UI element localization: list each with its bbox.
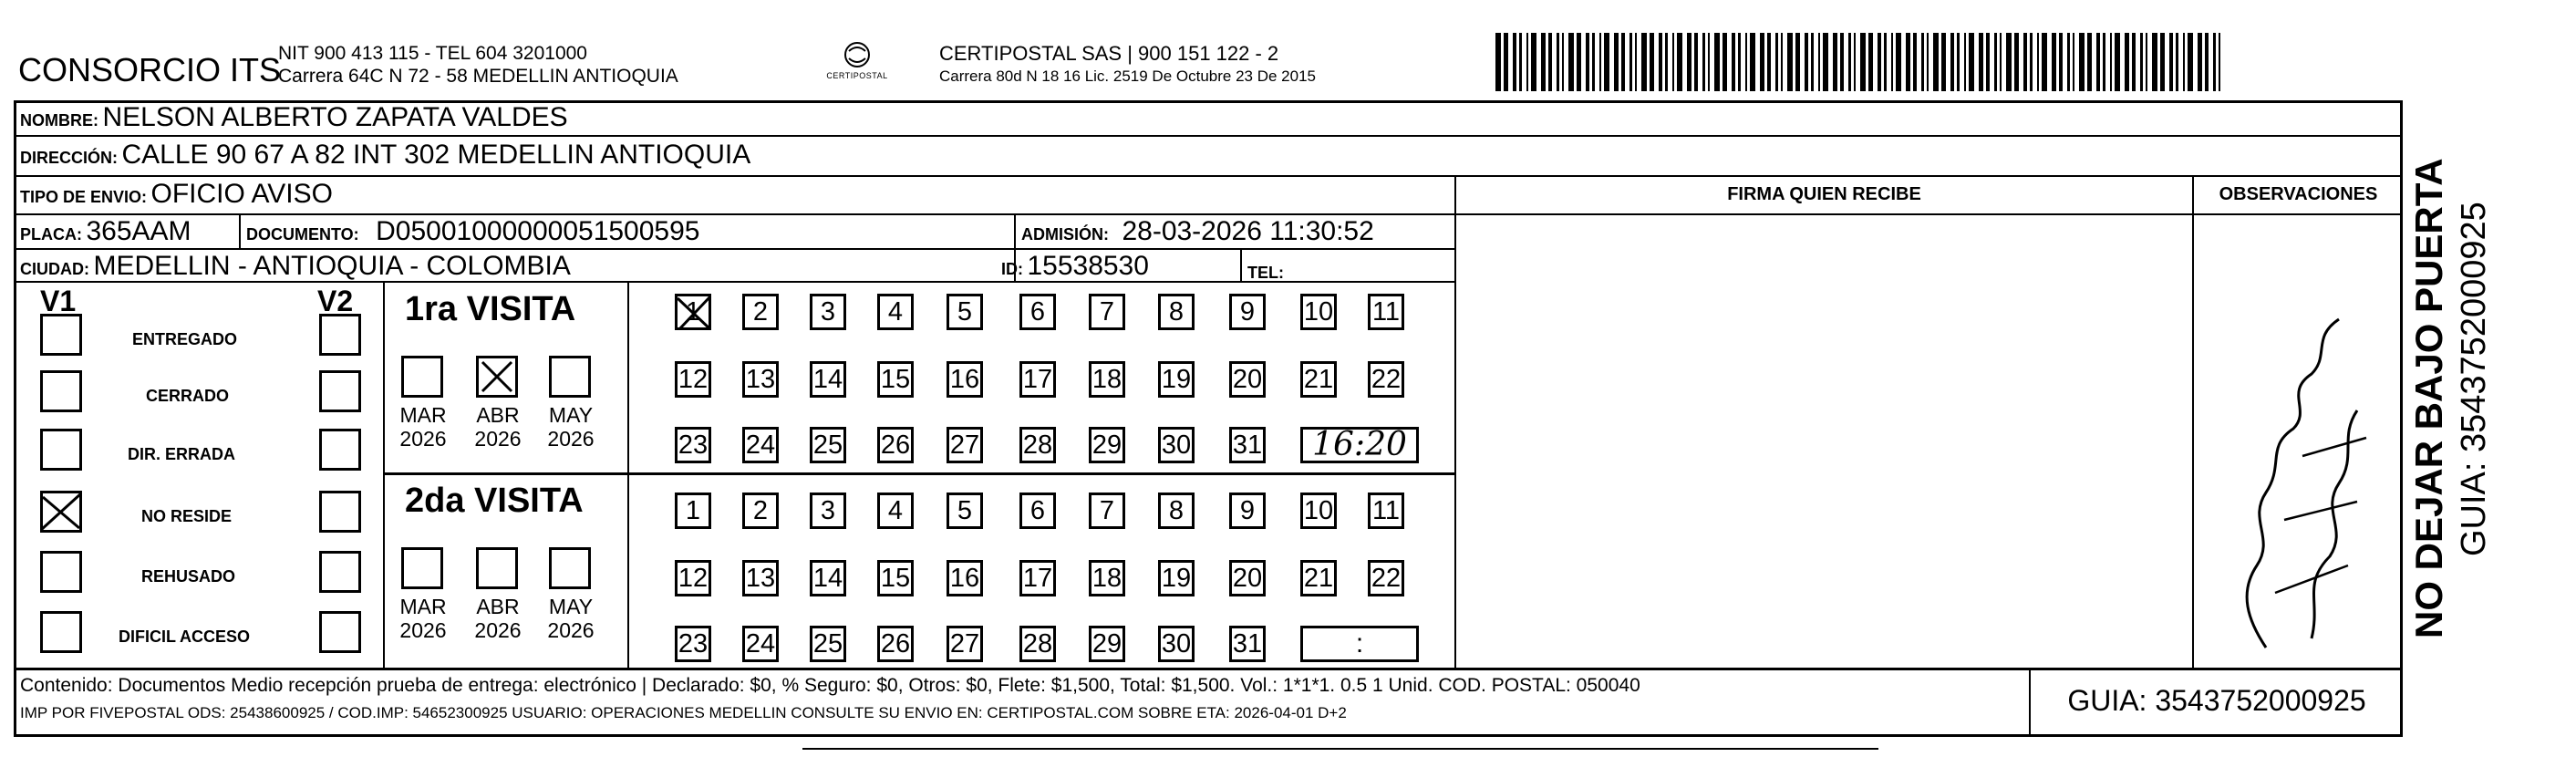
nombre-row [20, 102, 568, 133]
day-cell[interactable]: 26 [877, 626, 914, 662]
month-label: MAY [548, 403, 594, 427]
day-cell[interactable]: 17 [1019, 361, 1056, 398]
day-cell[interactable]: 20 [1229, 361, 1266, 398]
year-label: 2026 [399, 618, 447, 642]
v1-label: V1 [40, 285, 77, 317]
day-cell[interactable]: 21 [1300, 560, 1337, 596]
status-label: NO RESIDE [141, 507, 233, 525]
day-cell[interactable]: 5 [947, 493, 983, 529]
day-cell[interactable]: 31 [1229, 626, 1266, 662]
day-cell[interactable]: 29 [1089, 427, 1125, 463]
day-cell[interactable]: 27 [947, 427, 983, 463]
day-cell[interactable]: 22 [1368, 560, 1404, 596]
day-cell[interactable]: 25 [810, 626, 846, 662]
id-label: ID: [1001, 260, 1023, 278]
day-cell[interactable]: 13 [742, 560, 779, 596]
day-cell[interactable]: 30 [1158, 427, 1195, 463]
day-cell[interactable]: 14 [810, 560, 846, 596]
day-cell[interactable]: 9 [1229, 493, 1266, 529]
day-cell[interactable]: 24 [742, 626, 779, 662]
day-cell[interactable]: 10 [1300, 493, 1337, 529]
day-cell[interactable]: 27 [947, 626, 983, 662]
day-cell[interactable]: 21 [1300, 361, 1337, 398]
day-cell[interactable]: 22 [1368, 361, 1404, 398]
documento-label: DOCUMENTO: [246, 225, 359, 244]
month-checkbox[interactable] [549, 547, 591, 589]
month-label: MAR [399, 595, 447, 618]
tipo-value: OFICIO AVISO [150, 179, 333, 209]
documento-value: D05001000000051500595 [376, 216, 700, 246]
status-label: REHUSADO [141, 567, 236, 586]
footer-guia: GUIA: 3543752000925 [2067, 684, 2366, 717]
status-v1-checkbox[interactable] [40, 551, 82, 593]
status-v2-checkbox[interactable] [319, 370, 361, 412]
tel-label: TEL: [1247, 264, 1284, 282]
day-cell[interactable]: 28 [1019, 427, 1056, 463]
day-cell[interactable]: 13 [742, 361, 779, 398]
day-cell[interactable]: 26 [877, 427, 914, 463]
day-cell[interactable]: 7 [1089, 493, 1125, 529]
documento-row [246, 216, 699, 247]
status-v2-checkbox[interactable] [319, 314, 361, 356]
status-v1-checkbox[interactable] [40, 314, 82, 356]
year-label: 2026 [399, 427, 447, 451]
year-label: 2026 [547, 618, 595, 642]
day-cell[interactable]: 2 [742, 294, 779, 330]
certipostal-logo [816, 38, 898, 88]
day-cell[interactable]: 7 [1089, 294, 1125, 330]
day-cell[interactable]: 14 [810, 361, 846, 398]
admision-value: 28-03-2026 11:30:52 [1122, 216, 1374, 246]
day-cell[interactable]: 3 [810, 493, 846, 529]
day-cell[interactable]: 11 [1368, 294, 1404, 330]
day-cell[interactable]: 2 [742, 493, 779, 529]
footer-line2: IMP POR FIVEPOSTAL ODS: 25438600925 / COD.IMP: 54652300925 USUARIO: OPERACIONES MEDELLIN CONSULTE SU ENVIO EN: CERTIPOSTAL.COM SOBRE ETA: 2026-04-01 D+2 [20, 704, 1347, 721]
month-checkbox[interactable] [476, 356, 518, 398]
day-cell[interactable]: 16 [947, 361, 983, 398]
day-cell[interactable]: 16 [947, 560, 983, 596]
month-label: ABR [476, 403, 520, 427]
nombre-value: NELSON ALBERTO ZAPATA VALDES [102, 102, 568, 132]
address-line: Carrera 64C N 72 - 58 MEDELLIN ANTIOQUIA [278, 66, 678, 87]
admision-label: ADMISIÓN: [1021, 225, 1109, 244]
day-cell[interactable]: 29 [1089, 626, 1125, 662]
status-v2-checkbox[interactable] [319, 491, 361, 533]
day-cell[interactable]: 23 [675, 626, 711, 662]
observaciones-label: OBSERVACIONES [2219, 184, 2378, 204]
tipo-row [20, 179, 333, 210]
day-cell[interactable]: 19 [1158, 361, 1195, 398]
month-checkbox[interactable] [476, 547, 518, 589]
month-label: MAR [399, 403, 447, 427]
day-cell[interactable]: 25 [810, 427, 846, 463]
day-cell[interactable]: 19 [1158, 560, 1195, 596]
signature [2211, 292, 2385, 657]
status-v2-checkbox[interactable] [319, 551, 361, 593]
month-checkbox[interactable] [549, 356, 591, 398]
status-v1-checkbox[interactable] [40, 429, 82, 471]
day-cell[interactable]: 3 [810, 294, 846, 330]
placa-value: 365AAM [86, 216, 191, 246]
visita1-title: 1ra VISITA [405, 290, 576, 328]
day-cell[interactable]: 23 [675, 427, 711, 463]
tipo-label: TIPO DE ENVIO: [20, 188, 148, 206]
day-cell[interactable]: 5 [947, 294, 983, 330]
side-guia: GUIA: 3543752000925 [2455, 202, 2493, 556]
year-label: 2026 [547, 427, 595, 451]
day-cell[interactable]: 12 [675, 560, 711, 596]
nombre-label: NOMBRE: [20, 111, 98, 130]
month-label: MAY [548, 595, 594, 618]
day-cell[interactable]: 20 [1229, 560, 1266, 596]
direccion-row [20, 140, 750, 171]
time-box[interactable]: : [1300, 626, 1419, 662]
month-checkbox[interactable] [401, 547, 443, 589]
day-cell[interactable]: 28 [1019, 626, 1056, 662]
day-cell[interactable]: 30 [1158, 626, 1195, 662]
day-cell[interactable]: 4 [877, 493, 914, 529]
day-cell[interactable]: 1 [675, 493, 711, 529]
status-label: DIFICIL ACCESO [119, 627, 251, 646]
v2-label: V2 [317, 285, 354, 317]
tel-row [1247, 254, 1284, 285]
certipostal-line1: CERTIPOSTAL SAS | 900 151 122 - 2 [939, 42, 1279, 65]
company-name: CONSORCIO ITS [18, 51, 282, 88]
status-v2-checkbox[interactable] [319, 611, 361, 653]
day-cell[interactable]: 15 [877, 560, 914, 596]
placa-label: PLACA: [20, 225, 82, 244]
day-cell[interactable]: 6 [1019, 294, 1056, 330]
barcode [1495, 33, 2220, 91]
ciudad-value: MEDELLIN - ANTIOQUIA - COLOMBIA [93, 251, 571, 281]
day-cell[interactable]: 11 [1368, 493, 1404, 529]
day-cell[interactable]: 24 [742, 427, 779, 463]
direccion-label: DIRECCIÓN: [20, 149, 118, 167]
day-cell[interactable]: 18 [1089, 361, 1125, 398]
day-cell[interactable]: 31 [1229, 427, 1266, 463]
admision-row [1021, 216, 1374, 247]
year-label: 2026 [474, 618, 522, 642]
status-v1-checkbox[interactable] [40, 611, 82, 653]
status-label: DIR. ERRADA [128, 445, 236, 463]
year-label: 2026 [474, 427, 522, 451]
placa-row [20, 216, 191, 247]
id-row [1001, 251, 1149, 282]
month-checkbox[interactable] [401, 356, 443, 398]
status-label: CERRADO [146, 387, 230, 405]
side-no-dejar: NO DEJAR BAJO PUERTA [2407, 158, 2450, 638]
day-cell[interactable]: 10 [1300, 294, 1337, 330]
status-label: ENTREGADO [132, 330, 238, 348]
month-label: ABR [476, 595, 520, 618]
day-cell[interactable]: 12 [675, 361, 711, 398]
status-v1-checkbox[interactable] [40, 370, 82, 412]
nit-line: NIT 900 413 115 - TEL 604 3201000 [278, 43, 587, 64]
day-cell[interactable]: 8 [1158, 493, 1195, 529]
day-cell[interactable]: 8 [1158, 294, 1195, 330]
certipostal-logo-text: CERTIPOSTAL [826, 71, 888, 80]
day-cell[interactable]: 18 [1089, 560, 1125, 596]
firma-label: FIRMA QUIEN RECIBE [1727, 184, 1921, 204]
footer-line1: Contenido: Documentos Medio recepción prueba de entrega: electrónico | Declarado: $0, % Seguro: $0, Otros: $0, Flete: $1,500, Total: $1,500. Vol.: 1*1*1. 0.5 1 Unid. COD. POSTAL: 050040 [20, 675, 1640, 696]
day-cell[interactable]: 4 [877, 294, 914, 330]
status-v2-checkbox[interactable] [319, 429, 361, 471]
visita2-title: 2da VISITA [405, 482, 584, 520]
day-cell[interactable]: 15 [877, 361, 914, 398]
direccion-value: CALLE 90 67 A 82 INT 302 MEDELLIN ANTIOQUIA [121, 140, 751, 170]
ciudad-label: CIUDAD: [20, 260, 89, 278]
day-cell[interactable]: 6 [1019, 493, 1056, 529]
day-cell[interactable]: 17 [1019, 560, 1056, 596]
id-value: 15538530 [1027, 251, 1149, 281]
ciudad-row [20, 251, 571, 282]
certipostal-line2: Carrera 80d N 18 16 Lic. 2519 De Octubre 23 De 2015 [939, 67, 1316, 85]
day-cell[interactable]: 1 [675, 294, 711, 330]
status-v1-checkbox[interactable] [40, 491, 82, 533]
day-cell[interactable]: 9 [1229, 294, 1266, 330]
time-box[interactable]: 16:20 [1300, 427, 1419, 463]
